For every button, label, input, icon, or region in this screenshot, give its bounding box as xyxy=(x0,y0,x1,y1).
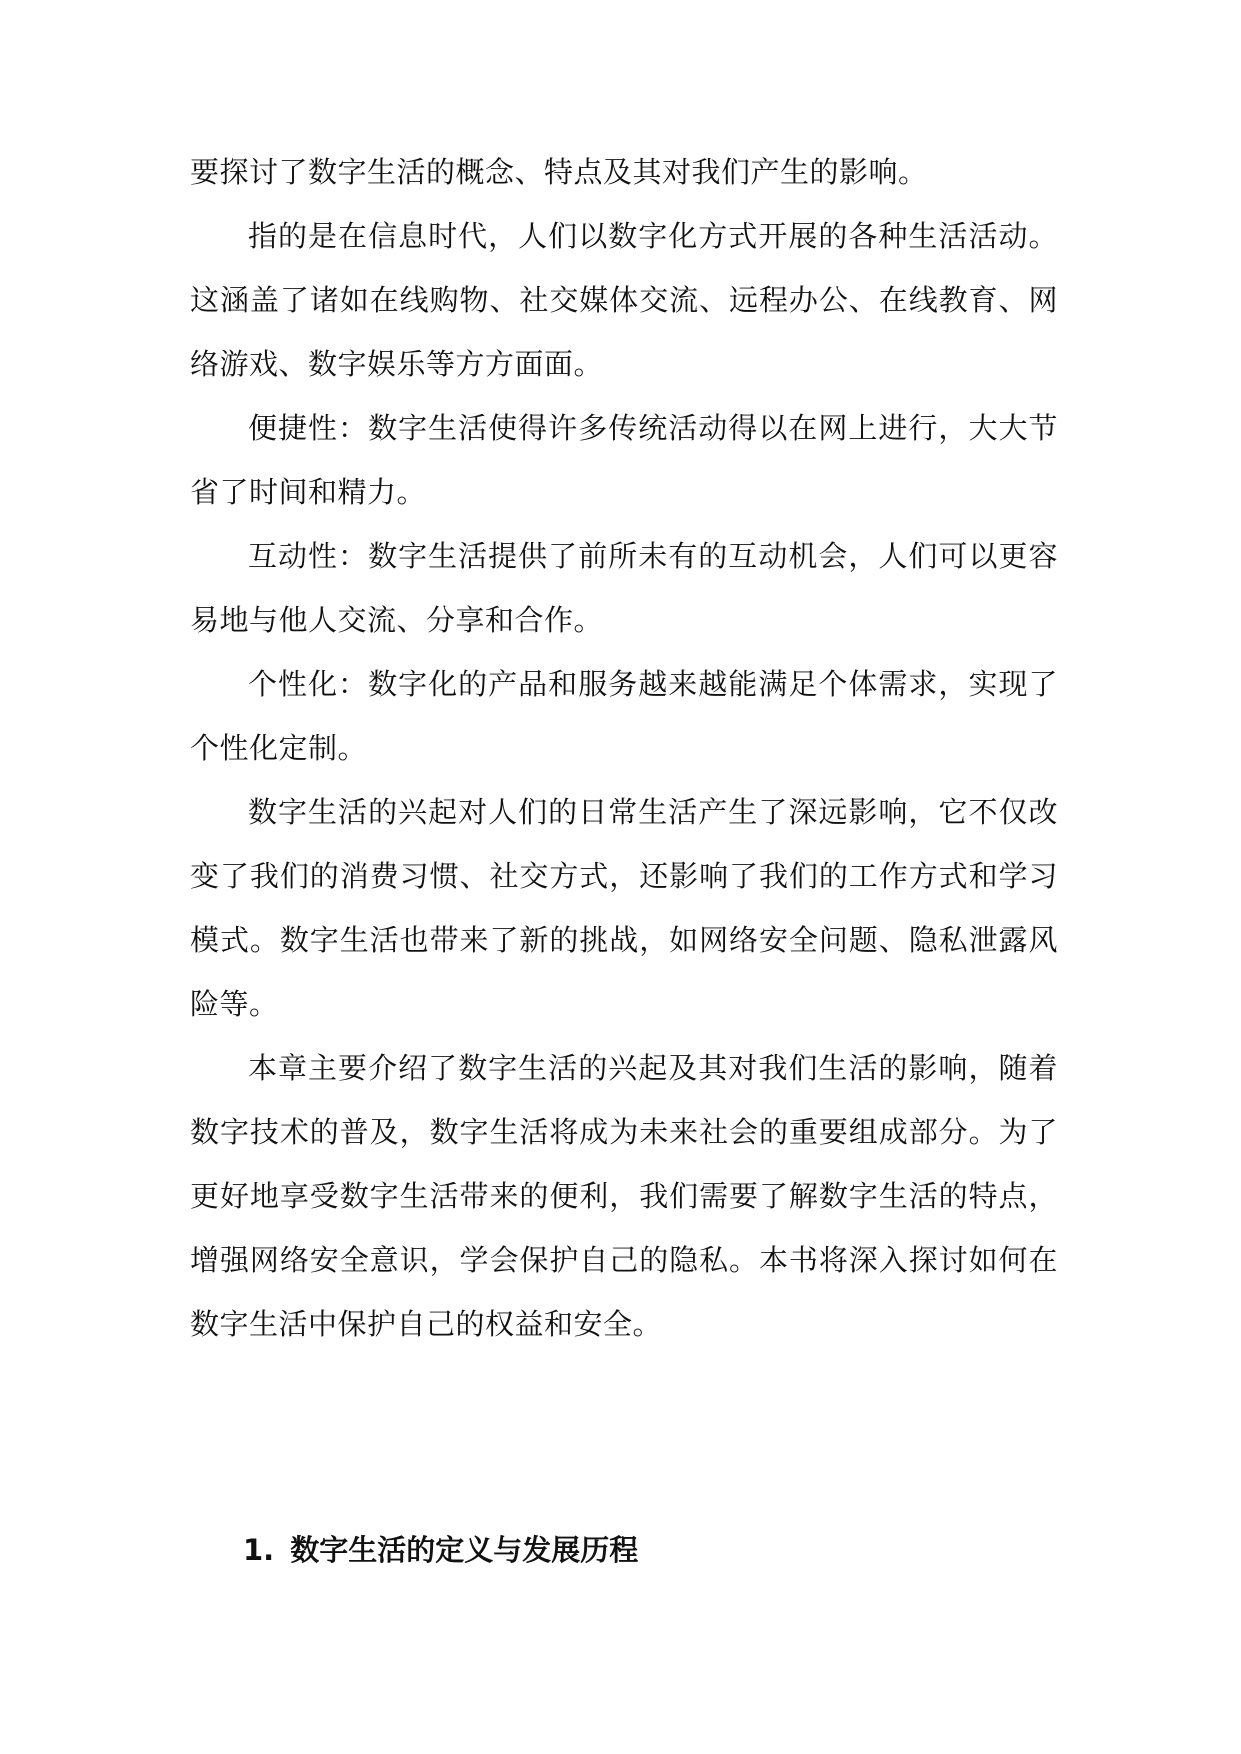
paragraph-interactivity: 互动性：数字生活提供了前所未有的互动机会，人们可以更容易地与他人交流、分享和合作。 xyxy=(190,539,1058,637)
paragraph-personalization: 个性化：数字化的产品和服务越来越能满足个体需求，实现了个性化定制。 xyxy=(190,667,1058,765)
paragraph-convenience: 便捷性：数字生活使得许多传统活动得以在网上进行，大大节省了时间和精力。 xyxy=(190,411,1058,509)
paragraph-definition: 指的是在信息时代，人们以数字化方式开展的各种生活活动。这涵盖了诸如在线购物、社交媒体交流、远程办公、在线教育、网络游戏、数字娱乐等方方面面。 xyxy=(190,219,1058,381)
section-title: 数字生活的定义与发展历程 xyxy=(290,1533,639,1567)
paragraph-impact: 数字生活的兴起对人们的日常生活产生了深远影响，它不仅改变了我们的消费习惯、社交方式，还影响了我们的工作方式和学习模式。数字生活也带来了新的挑战，如网络安全问题、隐私泄露风险等。 xyxy=(190,795,1058,1021)
paragraph-chapter-summary: 本章主要介绍了数字生活的兴起及其对我们生活的影响，随着数字技术的普及，数字生活将成为未来社会的重要组成部分。为了更好地享受数字生活带来的便利，我们需要了解数字生活的特点，增强网络安全意识，学会保护自己的隐私。本书将深入探讨如何在数字生活中保护自己的权益和安全。 xyxy=(190,1051,1058,1341)
paragraph-continuation: 要探讨了数字生活的概念、特点及其对我们产生的影响。 xyxy=(190,155,928,189)
body-text xyxy=(190,140,1058,1356)
section-heading xyxy=(243,1530,638,1570)
section-number: 1. xyxy=(243,1533,275,1567)
